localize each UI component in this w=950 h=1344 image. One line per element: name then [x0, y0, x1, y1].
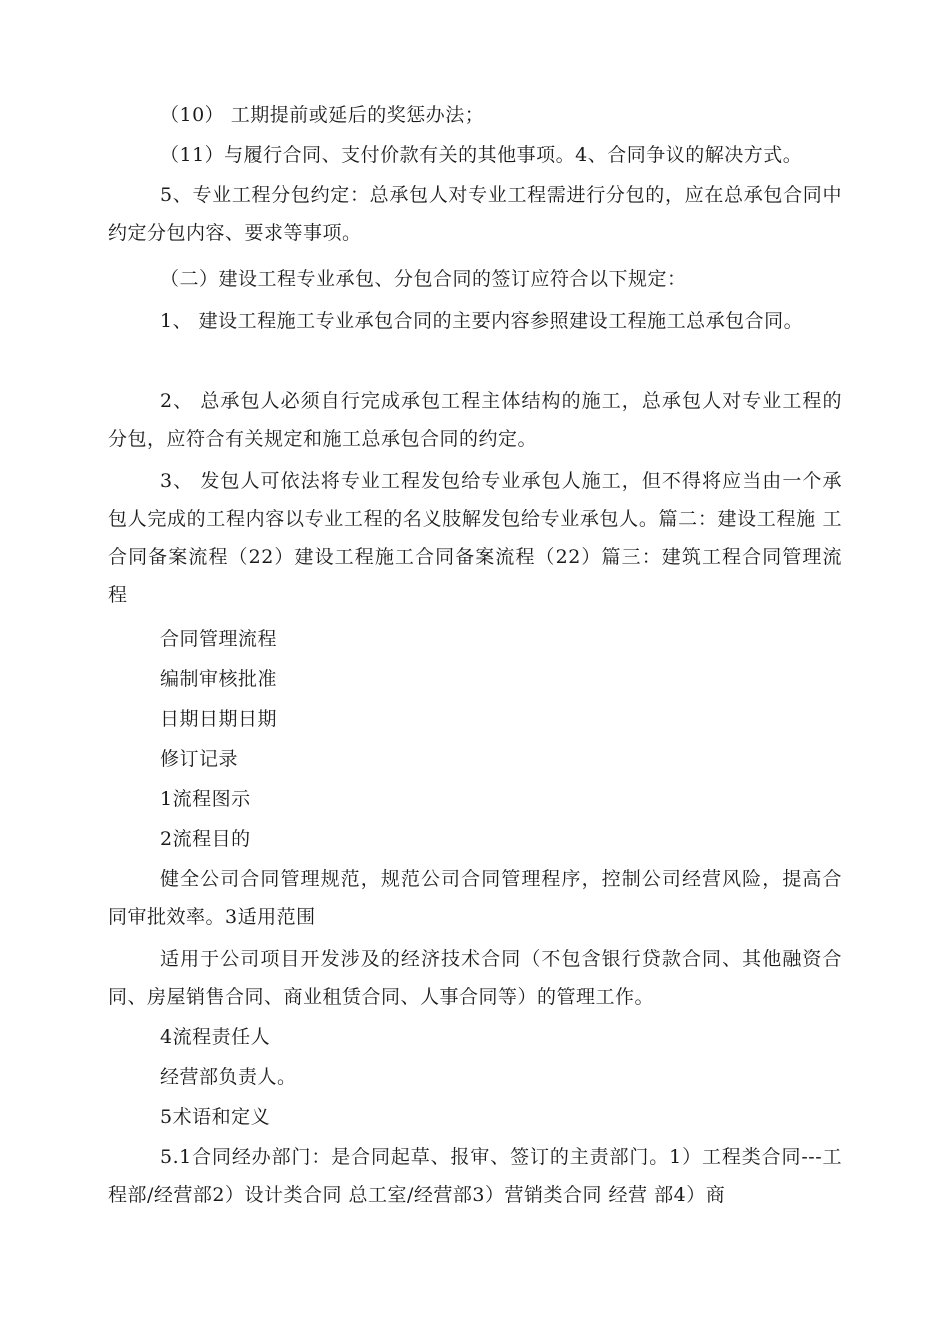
- line-contract-process: 合同管理流程: [160, 628, 278, 650]
- paragraph-item-3: 3、 发包人可依法将专业工程发包给专业承包人施工，但不得将应当由一个承 包人完成的工程内容以专业工程的名义肢解发包给专业承包人。篇二：建设工程施 工合同备案流程（22）建设工程施工合同备案流程（22）篇三：建筑工程合同管理流 程: [108, 470, 842, 606]
- paragraph-item-2: 2、 总承包人必须自行完成承包工程主体结构的施工，总承包人对专业工程的 分包，应符合有关规定和施工总承包合同的约定。: [108, 390, 842, 450]
- paragraph-reward-penalty: （10） 工期提前或延后的奖惩办法；: [160, 104, 485, 126]
- line-terms-definitions: 5术语和定义: [160, 1106, 271, 1128]
- line-process-purpose: 2流程目的: [160, 828, 251, 850]
- paragraph-section-two-heading: （二）建设工程专业承包、分包合同的签订应符合以下规定：: [160, 268, 687, 290]
- line-prepare-review-approve: 编制审核批准: [160, 668, 278, 690]
- line-process-owner: 4流程责任人: [160, 1026, 271, 1048]
- paragraph-scope-body: 适用于公司项目开发涉及的经济技术合同（不包含银行贷款合同、其他融资合同、房屋销售合同、商业租赁合同、人事合同等）的管理工作。: [108, 948, 842, 1008]
- paragraph-subcontract-agreement: 5、专业工程分包约定：总承包人对专业工程需进行分包的，应在总承包合同中约定分包内容、要求等事项。: [108, 184, 842, 244]
- paragraph-contract-dept: 5.1合同经办部门：是合同起草、报审、签订的主责部门。1）工程类合同---工程部/经营部2）设计类合同 总工室/经营部3）营销类合同 经营 部4）商: [108, 1146, 842, 1206]
- paragraph-other-matters: （11）与履行合同、支付价款有关的其他事项。4、合同争议的解决方式。: [160, 144, 803, 166]
- line-revision-record: 修订记录: [160, 748, 239, 770]
- line-dates: 日期日期日期: [160, 708, 278, 730]
- line-flowchart: 1流程图示: [160, 788, 251, 810]
- line-business-dept-head: 经营部负责人。: [160, 1066, 297, 1088]
- paragraph-purpose-body: 健全公司合同管理规范，规范公司合同管理程序，控制公司经营风险，提高合同审批效率。3适用范围: [108, 868, 842, 928]
- paragraph-item-1: 1、 建设工程施工专业承包合同的主要内容参照建设工程施工总承包合同。: [160, 310, 804, 332]
